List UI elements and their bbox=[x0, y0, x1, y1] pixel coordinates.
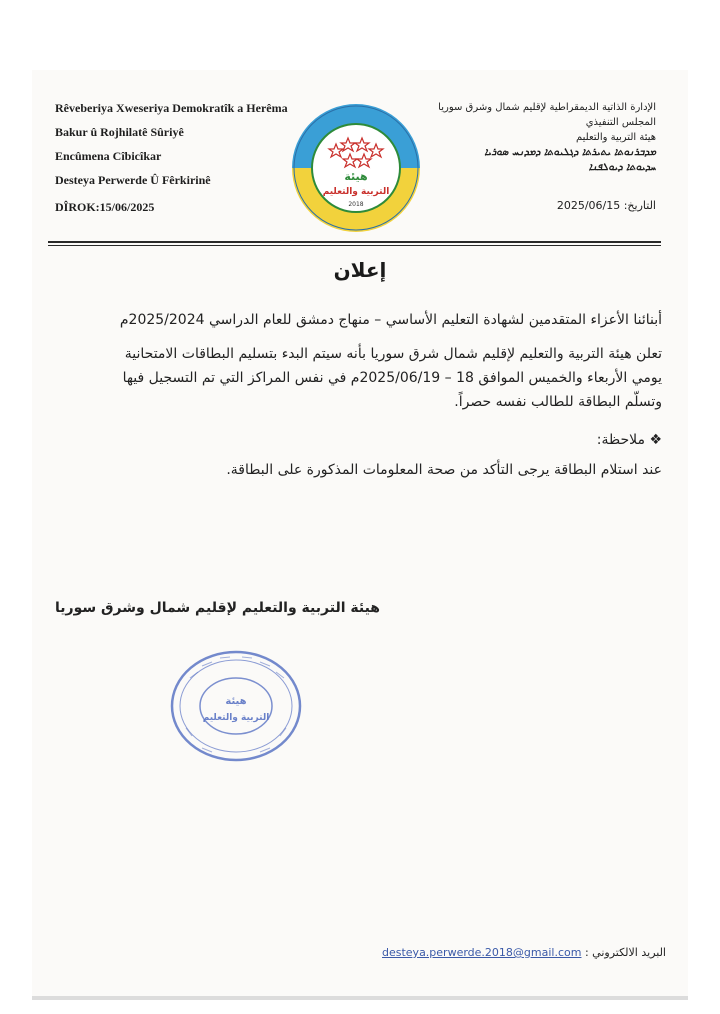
header-divider-thin bbox=[48, 245, 661, 246]
header-syriac-line: ܚܕܝܘܬܐ ܕܝܘܠܦܢܐ bbox=[588, 162, 656, 173]
note-text: عند استلام البطاقة يرجى التأكد من صحة المعلومات المذكورة على البطاقة. bbox=[226, 462, 662, 478]
email-link[interactable]: desteya.perwerde.2018@gmail.com bbox=[382, 946, 582, 959]
header-divider bbox=[48, 241, 661, 243]
announcement-line1: أبنائنا الأعزاء المتقدمين لشهادة التعليم الأساسي – منهاج دمشق للعام الدراسي 2025/2024م bbox=[119, 312, 662, 328]
header-right-block bbox=[438, 100, 656, 175]
footer-contact bbox=[382, 946, 666, 959]
header-left-line: Rêveberiya Xweseriya Demokratîk a Herêma bbox=[55, 101, 288, 115]
page-shadow bbox=[32, 996, 688, 1000]
header-left-line: Desteya Perwerde Û Fêrkirinê bbox=[55, 173, 211, 187]
header-right-line: المجلس التنفيذي bbox=[585, 117, 656, 128]
header-right-date: التاريخ: 2025/06/15 bbox=[556, 199, 656, 212]
organization-logo bbox=[290, 102, 422, 234]
logo-year: 2018 bbox=[348, 201, 364, 208]
stamp-center-text: هيئة bbox=[225, 696, 247, 707]
header-left-line: Bakur û Rojhilatê Sûriyê bbox=[55, 125, 184, 139]
announcement-title: إعلان bbox=[333, 258, 387, 282]
header-right-line: هيئة التربية والتعليم bbox=[575, 132, 656, 143]
stamp-center-subtext: التربية والتعليم bbox=[202, 713, 270, 723]
header-left-block bbox=[55, 101, 288, 197]
note-label: ❖ ملاحظة: bbox=[596, 432, 662, 448]
header-right-line: الإدارة الذاتية الديمقراطية لإقليم شمال وشرق سوريا bbox=[438, 102, 656, 113]
logo-center-subtext: التربية والتعليم bbox=[322, 187, 390, 197]
official-stamp bbox=[168, 648, 304, 764]
signature-text: هيئة التربية والتعليم لإقليم شمال وشرق سوريا bbox=[55, 600, 380, 616]
announcement-paragraph: تعلن هيئة التربية والتعليم لإقليم شمال شرق سوريا بأنه سيتم البدء بتسليم البطاقات الامتحانية يومي الأربعاء والخميس الموافق 18 – 2025/06/19م في نفس المراكز التي تم التسجيل فيها وتسلّم البطاقة للطالب نفسه حصراً. bbox=[122, 346, 662, 410]
header-left-date: DÎROK:15/06/2025 bbox=[55, 200, 155, 214]
logo-center-text: هيئة bbox=[344, 170, 368, 183]
email-label: البريد الالكتروني : bbox=[584, 946, 666, 959]
header-left-line: Encûmena Cîbicîkar bbox=[55, 149, 162, 163]
header-syriac-line: ܡܕܒܪܢܘܬܐ ܝܬܝܪܬܐ ܕܓܠܝܘܬܐ ܕܡܕܢܚ ܣܘܪܝܐ bbox=[484, 147, 656, 158]
